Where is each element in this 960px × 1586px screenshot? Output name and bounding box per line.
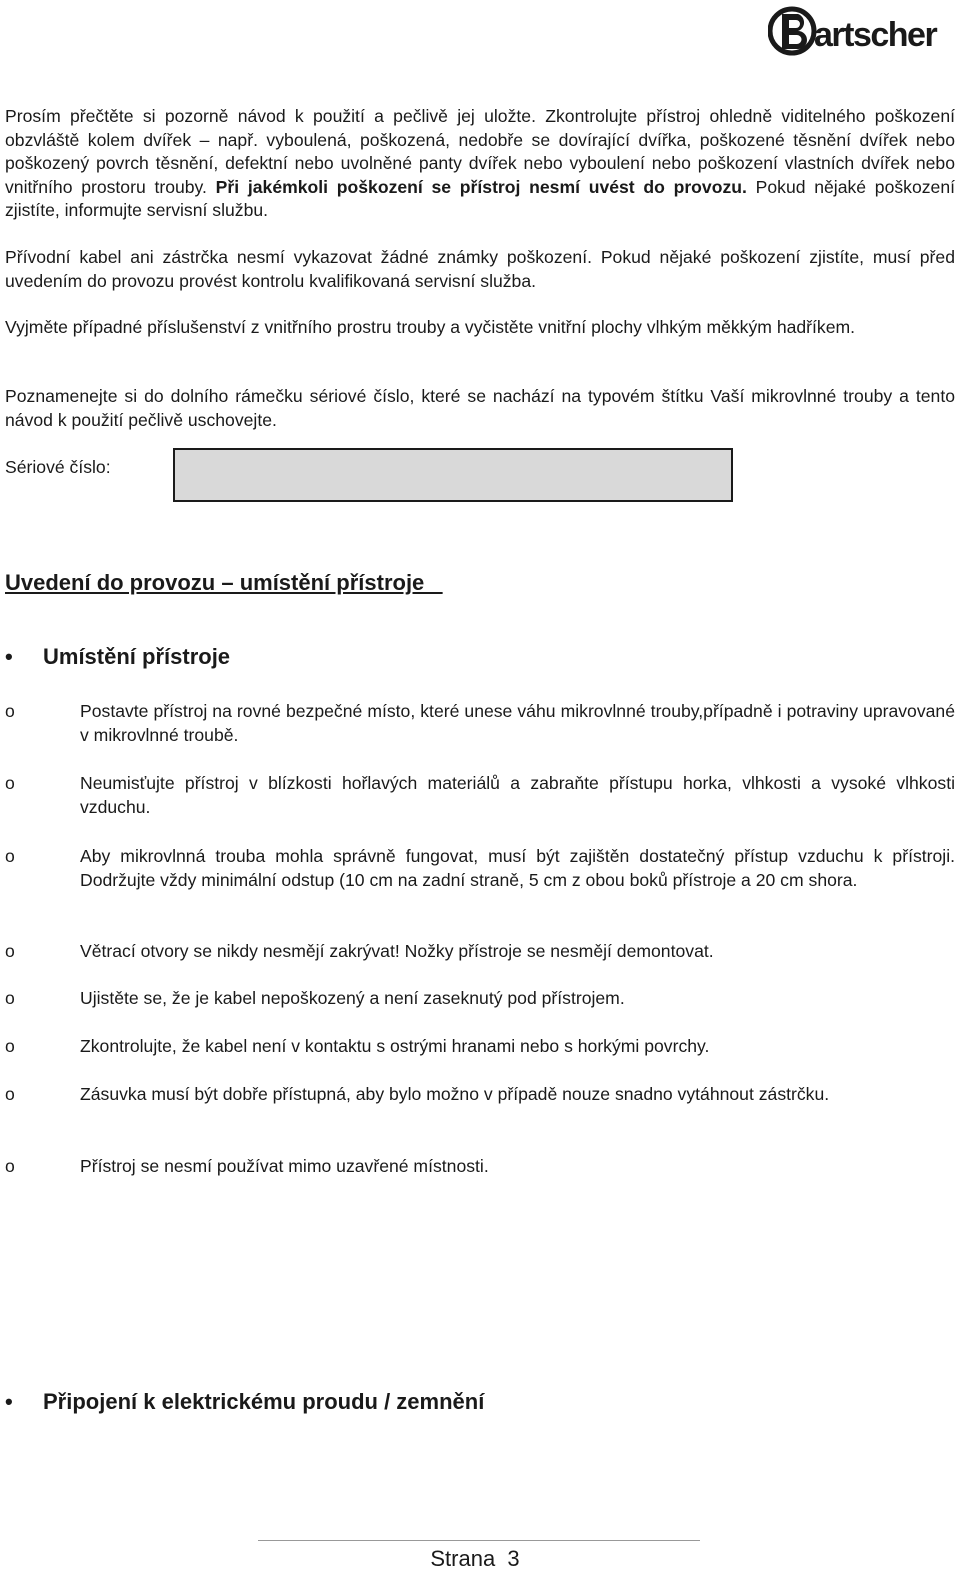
- list-marker: o: [5, 773, 15, 793]
- placement-heading-text: Umístění přístroje: [43, 644, 231, 669]
- serial-number-box: [173, 448, 733, 502]
- list-item: o Neumisťujte přístroj v blízkosti hořlavých materiálů a zabraňte přístupu horka, vlhkosti a vysoké vlhkosti vzduchu.: [5, 773, 955, 817]
- section-heading: Uvedení do provozu – umístění přístroje: [5, 570, 443, 595]
- list-item: o Zásuvka musí být dobře přístupná, aby bylo možno v případě nouze snadno vytáhnout zástrčku.: [5, 1083, 955, 1107]
- intro-paragraph-1: Prosím přečtěte si pozorně návod k použití a pečlivě jej uložte. Zkontrolujte přístroj ohledně viditelného poškození obzvláště kolem dvířek – např. vyboulená, poškozená, nedobře se dovírající dvířka, poškozené těsnění dvířek nebo poškozený povrch těsnění, defektní nebo uvolněné panty dvířek nebo vyboulení nebo poškození vlastních dvířek nebo vnitřního prostoru trouby. Při jakémkoli poškození se přístroj nesmí uvést do provozu. Pokud nějaké poškození zjistíte, informujte servisní službu.: [5, 106, 955, 220]
- intro-paragraph-3: Vyjměte případné příslušenství z vnitřního prostru trouby a vyčistěte vnitřní plochy vlhkým měkkým hadříkem.: [5, 317, 856, 337]
- list-marker: o: [5, 1036, 15, 1056]
- logo-text: artscher: [814, 16, 937, 54]
- list-item: o Větrací otvory se nikdy nesmějí zakrývat! Nožky přístroje se nesmějí demontovat.: [5, 940, 955, 964]
- page-number: Strana 3: [430, 1546, 520, 1571]
- footer-divider: [258, 1540, 700, 1541]
- list-marker: o: [5, 1156, 15, 1176]
- bartscher-logo: [768, 4, 940, 58]
- list-marker: o: [5, 846, 15, 866]
- list-item: o Postavte přístroj na rovné bezpečné místo, které unese váhu mikrovlnné trouby,případně i potraviny upravované v mikrovlnné troubě.: [5, 701, 955, 745]
- list-item: o Přístroj se nesmí používat mimo uzavřené místnosti.: [5, 1155, 955, 1179]
- intro-paragraph-4: Poznamenejte si do dolního rámečku sériové číslo, které se nachází na typovém štítku Vaší mikrovlnné trouby a tento návod k použití pečlivě uschovejte.: [5, 386, 955, 430]
- serial-number-label: Sériové číslo:: [5, 457, 111, 477]
- list-marker: o: [5, 941, 15, 961]
- list-marker: o: [5, 1084, 15, 1104]
- list-marker: o: [5, 988, 15, 1008]
- list-item: o Aby mikrovlnná trouba mohla správně fungovat, musí být zajištěn dostatečný přístup vzduchu k přístroji. Dodržujte vždy minimální odstup (10 cm na zadní straně, 5 cm z obou boků přístroje a 20 cm shora.: [5, 846, 955, 890]
- electrical-heading-text: Připojení k elektrickému proudu / zemnění: [43, 1389, 485, 1414]
- list-marker: o: [5, 701, 15, 721]
- bullet-icon: •: [5, 644, 13, 669]
- bullet-icon: •: [5, 1389, 13, 1414]
- intro-paragraph-2: Přívodní kabel ani zástrčka nesmí vykazovat žádné známky poškození. Pokud nějaké poškození zjistíte, musí před uvedením do provozu provést kontrolu kvalifikovaná servisní služba.: [5, 247, 955, 291]
- damage-warning: Při jakémkoli poškození se přístroj nesmí uvést do provozu.: [215, 176, 747, 197]
- list-item: o Ujistěte se, že je kabel nepoškozený a není zaseknutý pod přístrojem.: [5, 987, 955, 1011]
- list-item: o Zkontrolujte, že kabel není v kontaktu s ostrými hranami nebo s horkými povrchy.: [5, 1035, 955, 1059]
